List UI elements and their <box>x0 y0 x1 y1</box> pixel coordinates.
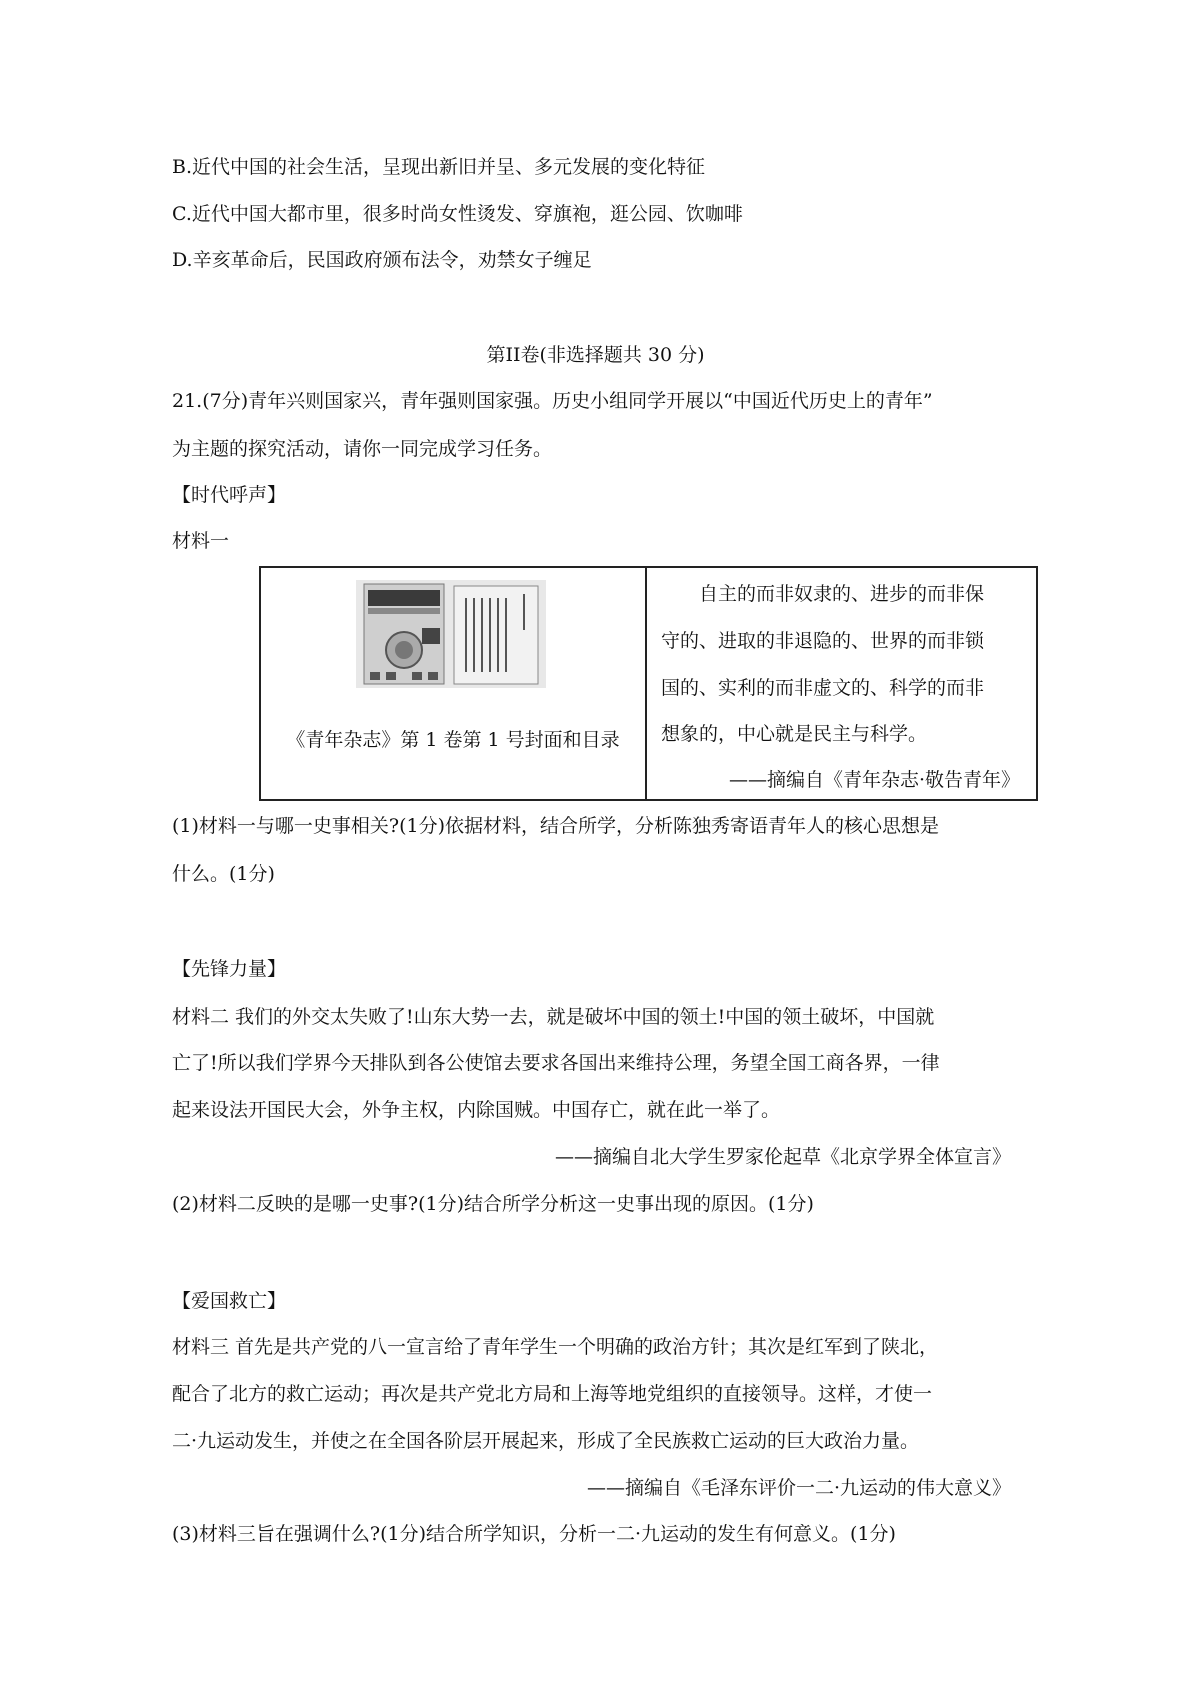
quote-line-1: 自主的而非奴隶的、进步的而非保 <box>699 583 985 605</box>
quote-line-2: 守的、进取的非退隐的、世界的而非锁 <box>661 630 985 652</box>
section-title: 第II卷(非选择题共 30 分) <box>486 344 705 366</box>
q21-intro-line-2: 为主题的探究活动，请你一同完成学习任务。 <box>172 438 553 460</box>
material-two-line-1: 材料二 我们的外交太失败了!山东大势一去，就是破坏中国的领土!中国的领土破坏，中国就 <box>172 1006 935 1028</box>
quote-line-3: 国的、实利的而非虚文的、科学的而非 <box>661 677 985 699</box>
subq-3: (3)材料三旨在强调什么?(1分)结合所学知识，分析一二·九运动的发生有何意义。(1分) <box>172 1523 896 1545</box>
q21-intro-line-1: 21.(7分)青年兴则国家兴，青年强则国家强。历史小组同学开展以“中国近代历史上的青年” <box>172 390 933 412</box>
option-d: D.辛亥革命后，民国政府颁布法令，劝禁女子缠足 <box>172 249 592 271</box>
magazine-cover-image <box>356 580 546 688</box>
material-three-line-1: 材料三 首先是共产党的八一宣言给了青年学生一个明确的政治方针；其次是红军到了陕北， <box>172 1336 939 1358</box>
material-three-source: ——摘编自《毛泽东评价一二·九运动的伟大意义》 <box>586 1477 1011 1499</box>
option-b: B.近代中国的社会生活，呈现出新旧并呈、多元发展的变化特征 <box>172 156 706 178</box>
subq-1-line-1: (1)材料一与哪一史事相关?(1分)依据材料，结合所学，分析陈独秀寄语青年人的核心思想是 <box>172 815 940 837</box>
material-one-table <box>259 566 1038 801</box>
table-divider <box>645 568 647 799</box>
material-one-label: 材料一 <box>172 530 230 552</box>
material-two-line-2: 亡了!所以我们学界今天排队到各公使馆去要求各国出来维持公理，务望全国工商各界，一律 <box>172 1052 940 1074</box>
material-two-source: ——摘编自北大学生罗家伦起草《北京学界全体宣言》 <box>554 1146 1011 1168</box>
subq-2: (2)材料二反映的是哪一史事?(1分)结合所学分析这一史事出现的原因。(1分) <box>172 1193 814 1215</box>
quote-line-4: 想象的，中心就是民主与科学。 <box>661 723 928 745</box>
material-two-line-3: 起来设法开国民大会，外争主权，内除国贼。中国存亡，就在此一举了。 <box>172 1099 781 1121</box>
subq-1-line-2: 什么。(1分) <box>172 863 275 885</box>
heading-save-nation: 【爱国救亡】 <box>172 1290 287 1312</box>
quote-source: ——摘编自《青年杂志·敬告青年》 <box>728 769 1020 791</box>
heading-vanguard: 【先锋力量】 <box>172 958 287 980</box>
option-c: C.近代中国大都市里，很多时尚女性烫发、穿旗袍，逛公园、饮咖啡 <box>172 203 743 225</box>
material-three-line-2: 配合了北方的救亡运动；再次是共产党北方局和上海等地党组织的直接领导。这样，才使一 <box>172 1383 933 1405</box>
heading-era-voice: 【时代呼声】 <box>172 484 287 506</box>
material-three-line-3: 二·九运动发生，并使之在全国各阶层开展起来，形成了全民族救亡运动的巨大政治力量。 <box>172 1430 920 1452</box>
image-caption: 《青年杂志》第 1 卷第 1 号封面和目录 <box>286 729 620 751</box>
